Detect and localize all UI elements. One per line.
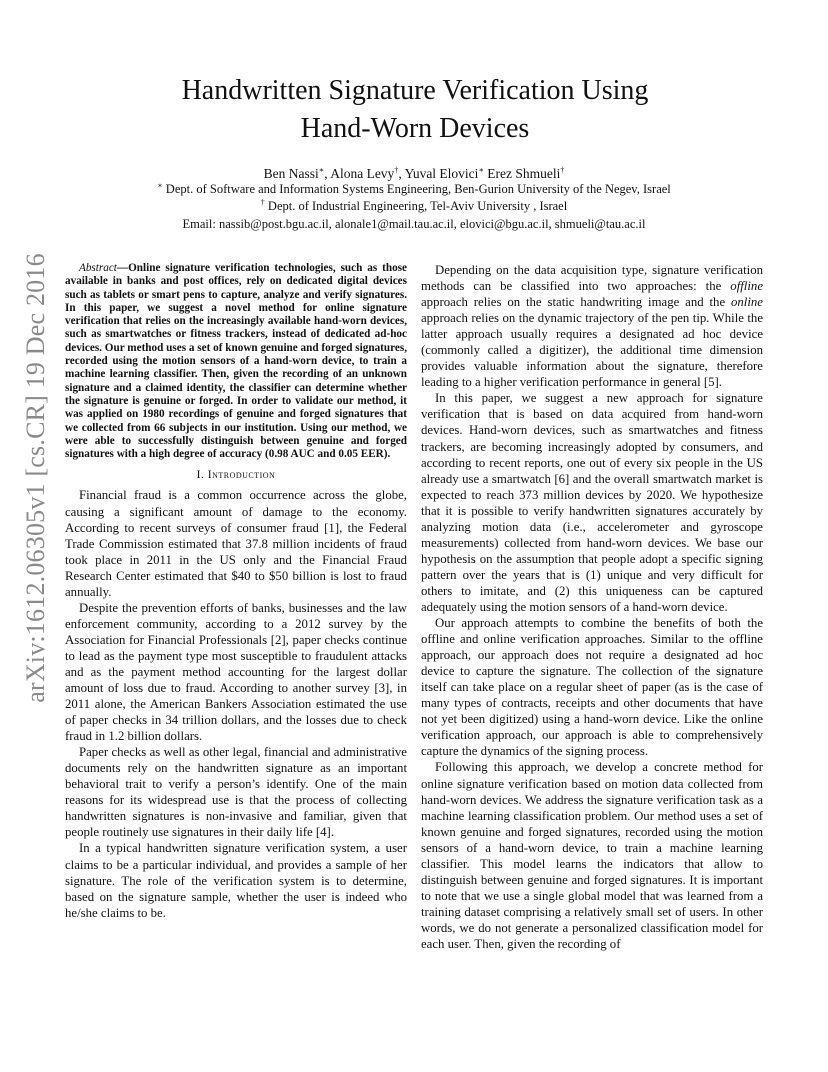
left-column (65, 262, 407, 921)
abstract-lead: Abstract (79, 262, 117, 274)
body-paragraph: In a typical handwritten signature verification system, a user claims to be a particular individual, and provides a sample of her signature. The role of the verification system is to determine, based on the signature sample, whether the user is indeed who he/she claims to be. (65, 841, 407, 920)
author-mark: ∗ (318, 165, 325, 175)
affiliation (40, 198, 788, 214)
affiliation-mark: ∗ (157, 180, 163, 190)
affiliation-mark: † (260, 197, 265, 207)
author-name: Ben Nassi (263, 166, 319, 181)
author-mark: † (394, 165, 399, 175)
text-segment: approach relies on the dynamic trajectory of the pen tip. While the latter approach usually requires a designated ad hoc device (commonly called a digitizer), the additional time dimension provides valuable information about the signature, therefore leading to a higher verification performance in general [5]. (421, 311, 763, 390)
paper-title (70, 72, 760, 148)
body-paragraph: Following this approach, we develop a concrete method for online signature verification based on motion data collected from hand-worn devices. We address the signature verification task as a machine learning classification problem. Our method uses a set of known genuine and forged signatures, recorded using the motion sensors of a hand-worn device, to train a machine learning classifier. This model learns the indicators that allow to distinguish between genuine and forged signatures. It is important to note that we use a single global model that was learned from a training dataset comprising a relatively small set of users. In other words, we do not generate a personalized classification model for each user. Then, given the recording of (421, 760, 763, 951)
body-paragraph: Our approach attempts to combine the benefits of both the offline and online verification approaches. Similar to the offline approach, our approach does not require a designated ad hoc device to capture the signature. The collection of the signature itself can take place on a regular sheet of paper (as is the case of many types of contracts, receipts and other documents that have not yet been digitized) using a hand-worn device. Like the online verification approach, our approach is able to comprehensively capture the dynamics of the signing process. (421, 616, 763, 759)
title-line-1: Handwritten Signature Verification Using (181, 75, 649, 106)
section-number: I. (196, 469, 205, 482)
section-title: Introduction (207, 469, 276, 482)
affiliation-text: Dept. of Software and Information Systems Engineering, Ben-Gurion University of the Negev, Israel (165, 182, 671, 196)
author-name: Alona Levy (330, 166, 395, 181)
arxiv-identifier: arXiv:1612.06305v1 [cs.CR] 19 Dec 2016 (21, 253, 50, 703)
body-paragraph: Despite the prevention efforts of banks, businesses and the law enforcement community, according to a 2012 survey by the Association for Financial Professionals [2], paper checks continue to lead as the payment type most susceptible to fraudulent attacks and as the payment method accounting for the largest dollar amount of loss due to fraud. According to another survey [3], in 2011 alone, the American Bankers Association estimated the use of paper checks in 34 trillion dollars, and the losses due to check fraud in 1.2 billion dollars. (65, 600, 407, 744)
body-paragraph: Financial fraud is a common occurrence across the globe, causing a significant amount of damage to the economy. According to recent surveys of consumer fraud [1], the Federal Trade Commission estimated that 37.8 million incidents of fraud took place in 2011 in the US only and the Financial Fraud Research Center estimated that $40 to $50 billion is lost to fraud annually. (65, 488, 407, 599)
abstract (65, 262, 407, 461)
text-segment: approach relies on the static handwriting image and the (421, 295, 731, 310)
emphasis-online: online (731, 295, 763, 310)
body-paragraph: In this paper, we suggest a new approach for signature verification that is based on data acquired from hand-worn devices. Hand-worn devices, such as smartwatches and fitness trackers, are becoming increasingly adopted by consumers, and according to recent reports, one out of every six people in the US already use a smartwatch [6] and the overall smartwatch market is expected to reach 373 million devices by 2020. We hypothesize that it is possible to verify handwritten signatures accurately by analyzing motion data (i.e., accelerometer and gyroscope measurements) collected from hand-worn devices. We base our hypothesis on the assumption that people adopt a specific signing pattern over the years that is (1) unique and very difficult for others to imitate, and (2) this uniqueness can be captured adequately using the motion sensors of a hand-worn device. (421, 391, 763, 614)
email-line: Email: nassib@post.bgu.ac.il, alonale1@mail.tau.ac.il, elovici@bgu.ac.il, shmueli@tau.ac.il (182, 217, 646, 231)
body-paragraph: Paper checks as well as other legal, financial and administrative documents rely on the handwritten signature as an important behavioral trait to verify a person’s identify. One of the main reasons for its widespread use is that the process of collecting handwritten signatures is non-invasive and familiar, given that people routinely use signatures in their daily life [4]. (65, 745, 407, 840)
affiliation-text: Dept. of Industrial Engineering, Tel-Aviv University , Israel (267, 199, 568, 213)
section-heading (65, 469, 407, 481)
title-line-2: Hand-Worn Devices (300, 113, 530, 144)
author-name: Erez Shmueli (487, 166, 561, 181)
author-list: Ben Nassi∗, Alona Levy†, Yuval Elovici∗ Erez Shmueli† (263, 165, 565, 181)
affiliation (40, 181, 788, 197)
abstract-text: —Online signature verification technologies, such as those available in banks and post offices, rely on dedicated digital devices such as tablets or smart pens to capture, analyze and verify signatures. In this paper, we suggest a novel method for online signature verification that relies on the increasingly available hand-worn devices, such as smartwatches or fitness trackers, instead of dedicated ad-hoc devices. Our method uses a set of known genuine and forged signatures, recorded using the motion sensors of a hand-worn device, to train a machine learning classifier. Then, given the recording of an unknown signature and a claimed identity, the classifier can determine whether the signature is genuine or forged. In order to validate our method, it was applied on 1980 recordings of genuine and forged signatures that we collected from 66 subjects in our institution. Using our method, we were able to successfully distinguish between genuine and forged signatures with a high degree of accuracy (0.98 AUC and 0.05 EER). (65, 262, 407, 461)
author-name: Yuval Elovici (404, 166, 479, 181)
body-paragraph (421, 262, 763, 390)
text-segment: Depending on the data acquisition type, signature verification methods can be classified into two approaches: the (421, 263, 763, 294)
author-mark: † (560, 165, 565, 175)
author-mark: ∗ (478, 165, 484, 175)
emphasis-offline: offline (730, 279, 763, 294)
right-column (421, 262, 763, 952)
arxiv-sidebar (16, 253, 56, 703)
